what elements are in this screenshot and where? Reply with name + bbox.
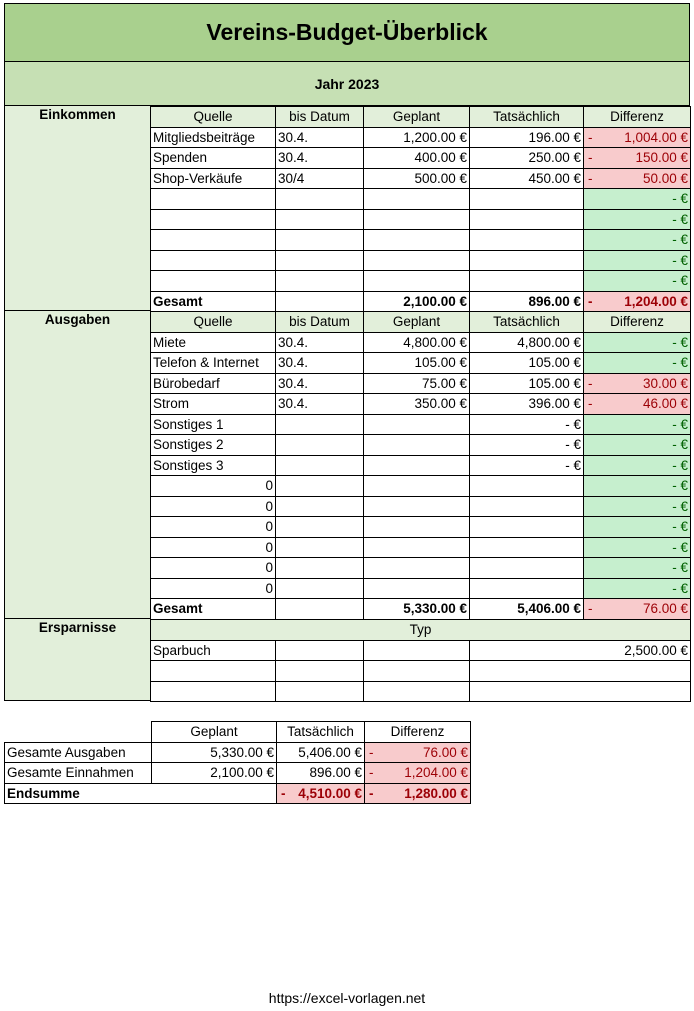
- date-cell: [276, 209, 364, 230]
- actual-cell: - €: [470, 435, 584, 456]
- actual-cell: - €: [470, 414, 584, 435]
- diff-cell: [584, 332, 691, 353]
- total-row: [151, 291, 691, 312]
- income-header-row: [151, 107, 691, 128]
- source-cell: Sonstiges 2: [151, 435, 276, 456]
- source-cell: 0: [151, 578, 276, 599]
- table-row: [151, 250, 691, 271]
- diff-cell: [584, 455, 691, 476]
- date-cell: [276, 517, 364, 538]
- summary-diff: [365, 763, 471, 784]
- summary-corner: [5, 722, 152, 743]
- source-cell: Telefon & Internet: [151, 353, 276, 374]
- date-cell: [276, 414, 364, 435]
- savings-value: [470, 661, 691, 682]
- summary-actual: 5,406.00 €: [277, 742, 365, 763]
- source-cell: Shop-Verkäufe: [151, 168, 276, 189]
- savings-value: [470, 681, 691, 702]
- diff-cell: [584, 537, 691, 558]
- summary-actual: 896.00 €: [277, 763, 365, 784]
- actual-cell: [470, 578, 584, 599]
- source-cell: 0: [151, 476, 276, 497]
- diff-value: 30.00 €: [642, 375, 688, 391]
- table-row: [151, 127, 691, 148]
- col-actual-header: Tatsächlich: [470, 107, 584, 128]
- diff-value: - €: [672, 355, 688, 371]
- planned-cell: [364, 189, 470, 210]
- planned-cell: [364, 230, 470, 251]
- table-row: [151, 455, 691, 476]
- final-actual: [277, 783, 365, 804]
- year-header: Jahr 2023: [4, 62, 690, 106]
- diff-sign: -: [369, 765, 374, 781]
- planned-cell: 500.00 €: [364, 168, 470, 189]
- total-actual: 5,406.00 €: [470, 599, 584, 620]
- source-cell: [151, 189, 276, 210]
- summary-label: Gesamte Ausgaben: [5, 742, 152, 763]
- savings-value: 2,500.00 €: [470, 640, 691, 661]
- total-date: [276, 291, 364, 312]
- actual-cell: [470, 558, 584, 579]
- planned-cell: [364, 558, 470, 579]
- diff-cell: [584, 476, 691, 497]
- diff-value: - €: [672, 437, 688, 453]
- diff-value: - €: [672, 560, 688, 576]
- table-row: [151, 148, 691, 169]
- date-cell: 30.4.: [276, 148, 364, 169]
- date-cell: [276, 230, 364, 251]
- col-diff-header: Differenz: [584, 107, 691, 128]
- diff-value: 1,280.00 €: [404, 785, 468, 801]
- summary-header-row: [5, 722, 471, 743]
- table-row: [5, 763, 471, 784]
- savings-header-row: [151, 620, 691, 641]
- table-row: [151, 661, 691, 682]
- table-row: [151, 353, 691, 374]
- section-label-savings: Ersparnisse: [4, 619, 151, 701]
- summary-planned: 5,330.00 €: [152, 742, 277, 763]
- diff-value: - €: [672, 457, 688, 473]
- actual-cell: 4,800.00 €: [470, 332, 584, 353]
- diff-value: - €: [672, 539, 688, 555]
- table-row: [151, 168, 691, 189]
- source-cell: 0: [151, 496, 276, 517]
- source-cell: Strom: [151, 394, 276, 415]
- summary-planned: 2,100.00 €: [152, 763, 277, 784]
- diff-value: - €: [672, 191, 688, 207]
- savings-empty: [364, 640, 470, 661]
- diff-sign: -: [588, 293, 593, 309]
- summary-table: [4, 721, 471, 804]
- planned-cell: [364, 435, 470, 456]
- col-date-header: bis Datum: [276, 312, 364, 333]
- date-cell: [276, 578, 364, 599]
- diff-sign: -: [588, 601, 593, 617]
- table-row: [151, 517, 691, 538]
- diff-sign: -: [588, 150, 593, 166]
- table-row: [151, 496, 691, 517]
- table-row: [151, 394, 691, 415]
- diff-cell: [584, 394, 691, 415]
- planned-cell: [364, 496, 470, 517]
- planned-cell: [364, 476, 470, 497]
- diff-cell: [584, 414, 691, 435]
- table-row: [151, 476, 691, 497]
- diff-sign: -: [588, 170, 593, 186]
- date-cell: 30/4: [276, 168, 364, 189]
- diff-cell: [584, 271, 691, 292]
- diff-value: - €: [672, 334, 688, 350]
- final-actual-sign: -: [281, 785, 286, 801]
- diff-sign: -: [369, 785, 374, 801]
- savings-empty: [276, 640, 364, 661]
- diff-value: - €: [672, 519, 688, 535]
- planned-cell: 400.00 €: [364, 148, 470, 169]
- planned-cell: [364, 250, 470, 271]
- table-row: [151, 230, 691, 251]
- date-cell: [276, 476, 364, 497]
- table-row: [151, 414, 691, 435]
- final-row: [5, 783, 471, 804]
- planned-cell: 105.00 €: [364, 353, 470, 374]
- diff-value: - €: [672, 498, 688, 514]
- diff-cell: [584, 496, 691, 517]
- diff-value: - €: [672, 252, 688, 268]
- diff-cell: [584, 148, 691, 169]
- total-label: Gesamt: [151, 599, 276, 620]
- diff-value: 50.00 €: [642, 170, 688, 186]
- planned-cell: 4,800.00 €: [364, 332, 470, 353]
- source-cell: Miete: [151, 332, 276, 353]
- planned-cell: [364, 209, 470, 230]
- table-row: [151, 271, 691, 292]
- summary-label: Gesamte Einnahmen: [5, 763, 152, 784]
- table-row: [151, 681, 691, 702]
- savings-source: [151, 681, 276, 702]
- actual-cell: [470, 537, 584, 558]
- diff-value: - €: [672, 580, 688, 596]
- diff-cell: [584, 373, 691, 394]
- actual-cell: [470, 209, 584, 230]
- diff-value: 76.00 €: [422, 744, 468, 760]
- diff-value: 1,204.00 €: [404, 765, 468, 781]
- date-cell: [276, 558, 364, 579]
- planned-cell: [364, 414, 470, 435]
- diff-sign: -: [369, 744, 374, 760]
- date-cell: [276, 271, 364, 292]
- diff-cell: [584, 230, 691, 251]
- actual-cell: 105.00 €: [470, 373, 584, 394]
- diff-cell: [584, 127, 691, 148]
- summary-diff-header: Differenz: [365, 722, 471, 743]
- diff-value: - €: [672, 211, 688, 227]
- table-row: [151, 558, 691, 579]
- diff-value: 46.00 €: [642, 396, 688, 412]
- diff-value: 1,204.00 €: [624, 293, 688, 309]
- actual-cell: 105.00 €: [470, 353, 584, 374]
- col-planned-header: Geplant: [364, 312, 470, 333]
- source-cell: [151, 250, 276, 271]
- table-row: [151, 578, 691, 599]
- date-cell: 30.4.: [276, 353, 364, 374]
- summary-planned-header: Geplant: [152, 722, 277, 743]
- diff-cell: [584, 558, 691, 579]
- source-cell: 0: [151, 537, 276, 558]
- source-cell: [151, 271, 276, 292]
- savings-empty: [276, 661, 364, 682]
- actual-cell: 396.00 €: [470, 394, 584, 415]
- diff-cell: [584, 353, 691, 374]
- planned-cell: [364, 537, 470, 558]
- diff-cell: [584, 250, 691, 271]
- actual-cell: 450.00 €: [470, 168, 584, 189]
- source-cell: 0: [151, 558, 276, 579]
- diff-cell: [584, 517, 691, 538]
- col-planned-header: Geplant: [364, 107, 470, 128]
- final-diff: [365, 783, 471, 804]
- col-diff-header: Differenz: [584, 312, 691, 333]
- actual-cell: - €: [470, 455, 584, 476]
- planned-cell: 350.00 €: [364, 394, 470, 415]
- total-label: Gesamt: [151, 291, 276, 312]
- date-cell: [276, 250, 364, 271]
- source-cell: Mitgliedsbeiträge: [151, 127, 276, 148]
- col-source-header: Quelle: [151, 107, 276, 128]
- savings-source: [151, 661, 276, 682]
- diff-value: - €: [672, 478, 688, 494]
- total-date: [276, 599, 364, 620]
- actual-cell: [470, 271, 584, 292]
- total-planned: 2,100.00 €: [364, 291, 470, 312]
- col-type-header: Typ: [151, 620, 691, 641]
- source-cell: 0: [151, 517, 276, 538]
- income-table: [150, 106, 691, 312]
- final-actual-value: 4,510.00 €: [298, 785, 362, 801]
- page-title: Vereins-Budget-Überblick: [4, 3, 690, 62]
- total-diff: [584, 291, 691, 312]
- date-cell: 30.4.: [276, 373, 364, 394]
- actual-cell: [470, 250, 584, 271]
- table-row: [151, 332, 691, 353]
- date-cell: [276, 496, 364, 517]
- source-cell: Bürobedarf: [151, 373, 276, 394]
- diff-value: - €: [672, 232, 688, 248]
- total-actual: 896.00 €: [470, 291, 584, 312]
- final-label: Endsumme: [5, 783, 277, 804]
- table-row: [151, 189, 691, 210]
- total-planned: 5,330.00 €: [364, 599, 470, 620]
- planned-cell: [364, 517, 470, 538]
- table-row: [151, 373, 691, 394]
- total-row: [151, 599, 691, 620]
- diff-cell: [584, 435, 691, 456]
- savings-empty: [364, 681, 470, 702]
- savings-source: Sparbuch: [151, 640, 276, 661]
- planned-cell: [364, 455, 470, 476]
- savings-empty: [276, 681, 364, 702]
- planned-cell: 75.00 €: [364, 373, 470, 394]
- diff-cell: [584, 168, 691, 189]
- diff-value: 76.00 €: [642, 601, 688, 617]
- expenses-header-row: [151, 312, 691, 333]
- actual-cell: [470, 230, 584, 251]
- date-cell: [276, 189, 364, 210]
- actual-cell: [470, 517, 584, 538]
- date-cell: 30.4.: [276, 127, 364, 148]
- col-date-header: bis Datum: [276, 107, 364, 128]
- source-cell: Spenden: [151, 148, 276, 169]
- date-cell: 30.4.: [276, 394, 364, 415]
- diff-sign: -: [588, 375, 593, 391]
- date-cell: [276, 455, 364, 476]
- planned-cell: [364, 271, 470, 292]
- source-cell: [151, 209, 276, 230]
- source-cell: Sonstiges 1: [151, 414, 276, 435]
- actual-cell: [470, 476, 584, 497]
- summary-actual-header: Tatsächlich: [277, 722, 365, 743]
- actual-cell: 250.00 €: [470, 148, 584, 169]
- total-diff: [584, 599, 691, 620]
- planned-cell: [364, 578, 470, 599]
- savings-table: [150, 619, 691, 702]
- col-source-header: Quelle: [151, 312, 276, 333]
- table-row: [5, 742, 471, 763]
- summary-diff: [365, 742, 471, 763]
- planned-cell: 1,200.00 €: [364, 127, 470, 148]
- section-label-income: Einkommen: [4, 106, 151, 311]
- date-cell: 30.4.: [276, 332, 364, 353]
- date-cell: [276, 435, 364, 456]
- actual-cell: 196.00 €: [470, 127, 584, 148]
- actual-cell: [470, 189, 584, 210]
- expenses-table: [150, 311, 691, 620]
- table-row: [151, 209, 691, 230]
- savings-empty: [364, 661, 470, 682]
- table-row: [151, 640, 691, 661]
- diff-value: - €: [672, 416, 688, 432]
- source-cell: Sonstiges 3: [151, 455, 276, 476]
- table-row: [151, 435, 691, 456]
- date-cell: [276, 537, 364, 558]
- diff-cell: [584, 189, 691, 210]
- diff-value: 150.00 €: [635, 150, 688, 166]
- diff-sign: -: [588, 129, 593, 145]
- col-actual-header: Tatsächlich: [470, 312, 584, 333]
- diff-sign: -: [588, 396, 593, 412]
- diff-cell: [584, 578, 691, 599]
- diff-value: - €: [672, 273, 688, 289]
- diff-cell: [584, 209, 691, 230]
- source-cell: [151, 230, 276, 251]
- diff-value: 1,004.00 €: [624, 129, 688, 145]
- section-label-expenses: Ausgaben: [4, 311, 151, 619]
- footer-link[interactable]: https://excel-vorlagen.net: [268, 990, 426, 1006]
- table-row: [151, 537, 691, 558]
- actual-cell: [470, 496, 584, 517]
